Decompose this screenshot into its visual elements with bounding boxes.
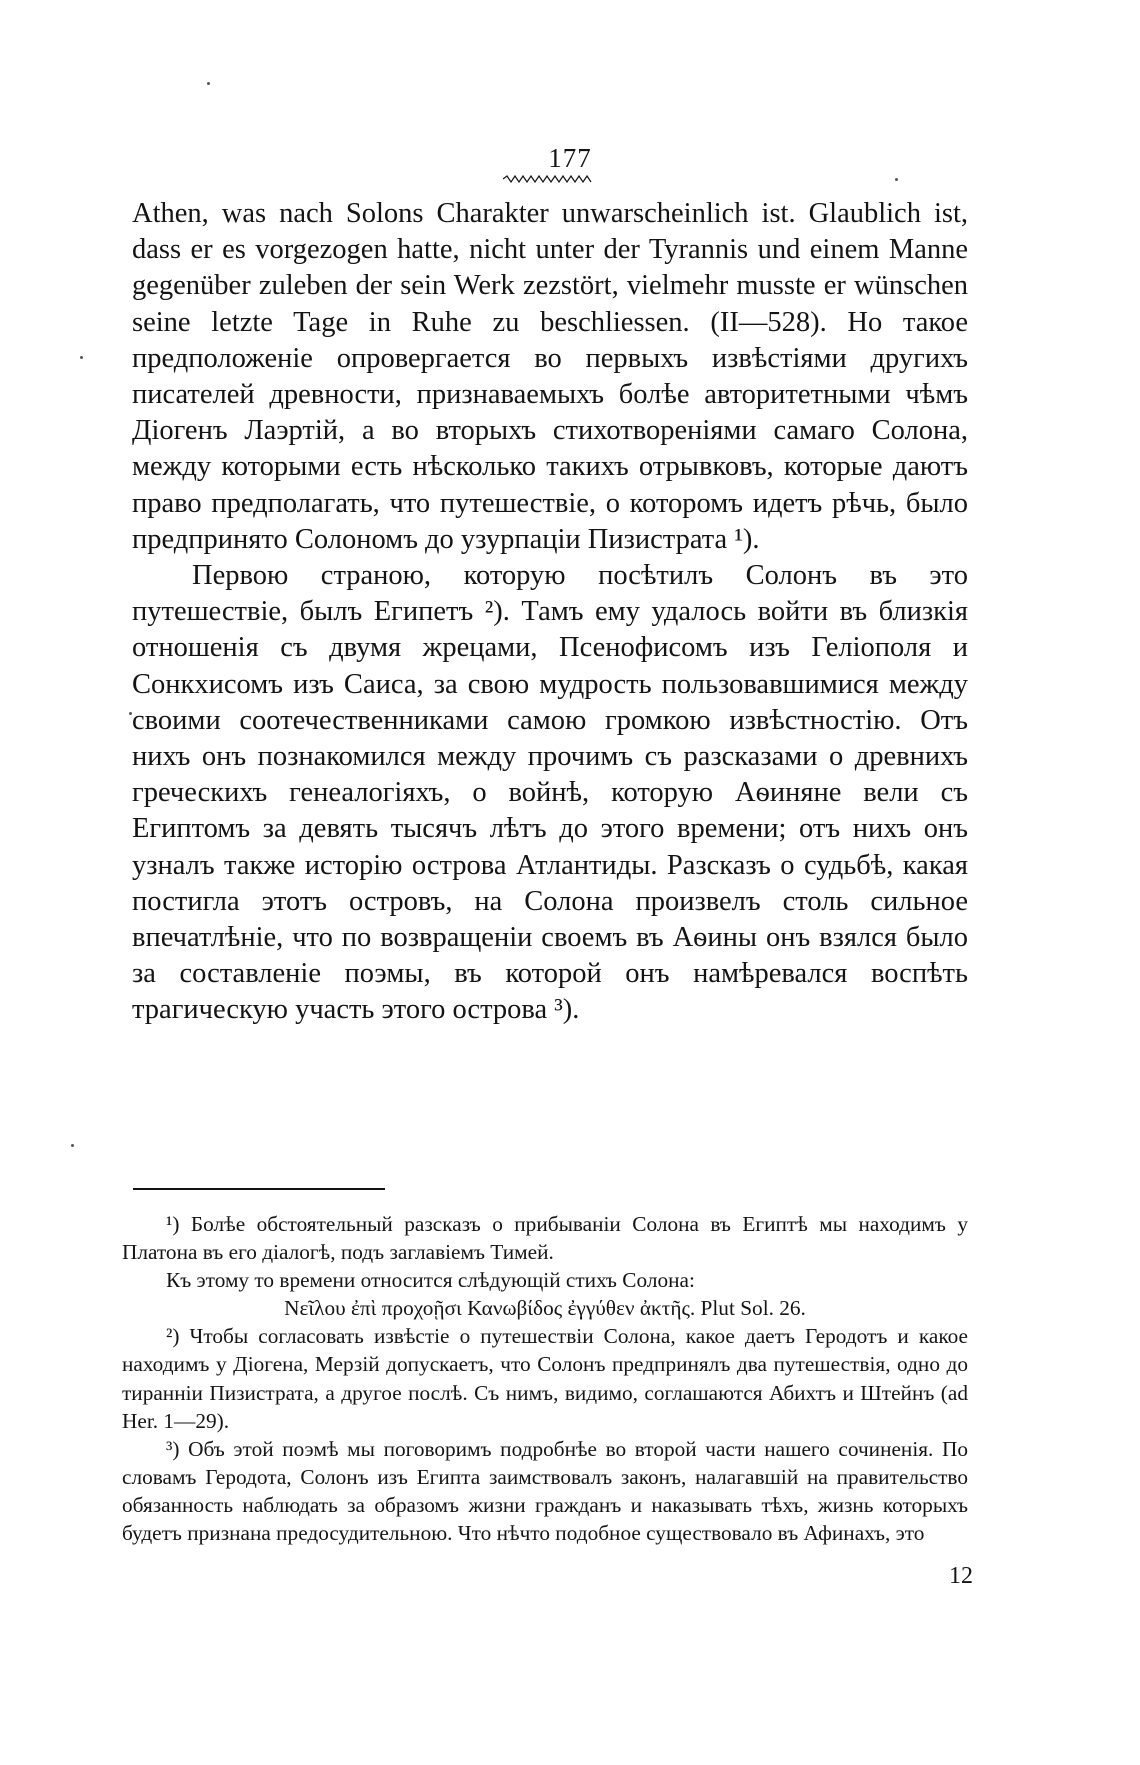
main-text <box>132 196 968 1029</box>
footnote-3: ³) Объ этой поэмѣ мы поговоримъ подробнѣе во второй части нашего сочиненія. По словамъ Геродота, Солонъ изъ Египта заимствовалъ законъ, налагавшій на правительство обязанность наблюдать за образомъ жизни гражданъ и наказывать тѣхъ, жизнь которыхъ будетъ признана предосудительною. Что нѣчто подобное существовало въ Афинахъ, это <box>122 1436 968 1546</box>
speck <box>129 712 132 715</box>
greek-quote: Νεῖλου ἐπὶ προχοῇσι Κανωβίδος ἐγγύθεν ἀκτῆς. Plut Sol. 26. <box>284 1296 806 1321</box>
footnote-1-continued: Къ этому то времени относится слѣдующій стихъ Солона: <box>166 1268 695 1293</box>
footnote-1: ¹) Болѣе обстоятельный разсказъ о прибываніи Солона въ Египтѣ мы находимъ у Платона въ его діалогѣ, подъ заглавіемъ Тимей. <box>122 1212 968 1265</box>
footnote-separator <box>133 1188 385 1190</box>
speck <box>71 1144 74 1147</box>
page-number: 177 <box>548 143 592 173</box>
ornament-squiggle <box>503 175 593 183</box>
footnotes <box>122 1210 968 1547</box>
paragraph-2: Первою страною, которую посѣтилъ Солонъ въ это путешествіе, былъ Египетъ ²). Тамъ ему удалось войти въ близкія отношенія съ двумя жрецами, Псенофисомъ изъ Геліополя и Сонкхисомъ изъ Саиса, за свою мудрость пользовавшимися между своими соотечественниками самою громкою извѣстностію. Отъ нихъ онъ познакомился между прочимъ съ разсказами о древнихъ греческихъ генеалогіяхъ, о войнѣ, которую Аѳиняне вели съ Египтомъ за девять тысячъ лѣтъ до этого времени; отъ нихъ онъ узналъ также исторію острова Атлантиды. Разсказъ о судьбѣ, какая постигла этотъ островъ, на Солона произвелъ столь сильное впечатлѣніе, что по возвращеніи своемъ въ Аѳины онъ взялся было за составленіе поэмы, въ которой онъ намѣревался воспѣть трагическую участь этого острова ³). <box>132 560 968 1026</box>
footnote-2: ²) Чтобы согласовать извѣстіе о путешествіи Солона, какое даетъ Геродотъ и какое находимъ у Діогена, Мерзій допускаетъ, что Солонъ предпринялъ два путешествія, одно до тиранніи Пизистрата, а другое послѣ. Съ нимъ, видимо, соглашаются Абихтъ и Штейнъ (ad Her. 1—29). <box>122 1324 968 1433</box>
speck <box>80 356 83 359</box>
speck <box>895 178 898 181</box>
paragraph-1: Athen, was nach Solons Charakter unwarscheinlich ist. Glaublich ist, dass er es vorgezogen hatte, nicht unter der Tyrannis und einem Manne gegenüber zuleben der sein Werk zezstört, vielmehr musste er wünschen seine letzte Tage in Ruhe zu beschliessen. (II—528). Но такое предположеніе опровергается во первыхъ извѣстіями другихъ писателей древности, признаваемыхъ болѣе авторитетными чѣмъ Діогенъ Лаэртій, а во вторыхъ стихотвореніями самаго Солона, между которыми есть нѣсколько такихъ отрывковъ, которые даютъ право предполагать, что путешествіе, о которомъ идетъ рѣчь, было предпринято Солономъ до узурпаціи Пизистрата ¹). <box>132 198 968 555</box>
sheet-signature: 12 <box>949 1563 973 1589</box>
speck <box>207 82 210 85</box>
